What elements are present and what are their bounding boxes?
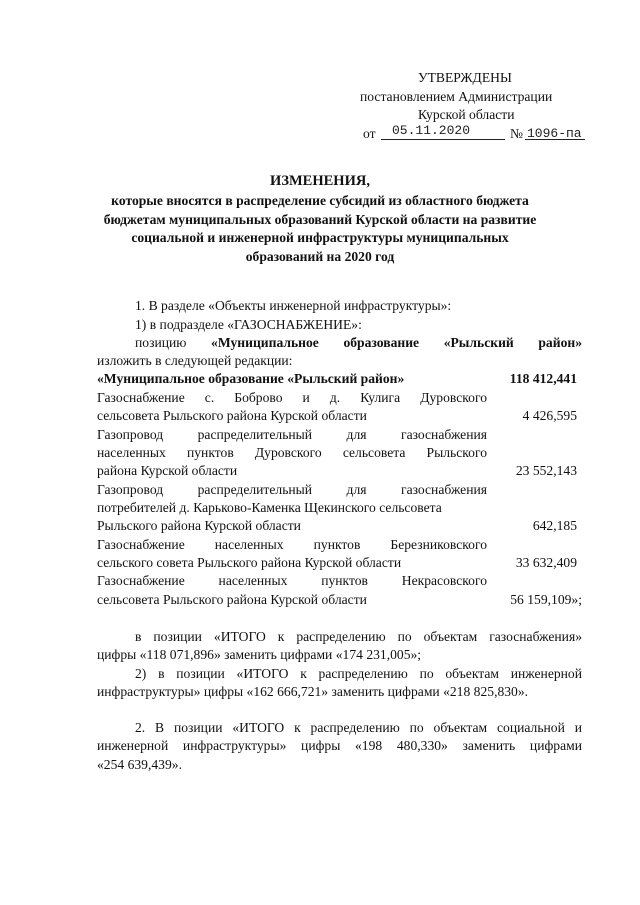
table-header-value: 118 412,441: [509, 371, 577, 386]
paragraph-4-line-2: инженерной инфраструктуры» цифры «198 480,330» заменить цифрами: [97, 738, 582, 753]
paragraph-4-line-3: «254 639,439».: [97, 757, 182, 772]
position-entity-1: «Муниципальное: [211, 335, 319, 350]
table-row-2-value: 23 552,143: [515, 463, 577, 478]
position-word: позицию: [135, 335, 187, 350]
table-row-4-line-2: сельского совета Рыльского района Курской области: [97, 555, 402, 570]
paragraph-3-line-2: инфраструктуры» цифры «162 666,721» заменить цифрами «218 825,830».: [97, 684, 529, 699]
subsection-1-intro: 1) в подразделе «ГАЗОСНАБЖЕНИЕ»:: [135, 317, 362, 332]
table-row-2-line-2: населенных пунктов Дуровского сельсовета Рыльского: [97, 445, 487, 460]
table-row-3-value: 642,185: [532, 518, 577, 533]
approval-line-2: Курской области: [418, 107, 515, 122]
table-row-1-value: 4 426,595: [522, 408, 577, 423]
approval-number-label: №: [510, 126, 523, 141]
position-entity-2: образование: [343, 335, 420, 350]
approval-date: 05.11.2020: [392, 123, 471, 138]
table-row-4-line-1: Газоснабжение населенных пунктов Березниковского: [97, 537, 487, 552]
position-entity-4: район»: [538, 335, 582, 350]
table-row-5-value: 56 159,109»;: [510, 592, 582, 607]
position-entity-3: «Рыльский: [443, 335, 514, 350]
table-row-2-line-3: района Курской области: [97, 463, 238, 478]
table-row-5-line-1: Газоснабжение населенных пунктов Некрасовского: [97, 573, 487, 588]
approval-line-1: постановлением Администрации: [360, 89, 553, 104]
paragraph-2-line-2: цифры «118 071,896» заменить цифрами «174 231,005»;: [97, 647, 422, 662]
table-row-4-value: 33 632,409: [515, 555, 577, 570]
approval-heading: УТВЕРЖДЕНЫ: [418, 70, 512, 85]
paragraph-2-line-1: в позиции «ИТОГО к распределению по объектам газоснабжения»: [135, 629, 582, 644]
doc-subtitle-line-2: бюджетам муниципальных образований Курской области на развитие: [103, 212, 537, 227]
table-row-3-line-2: потребителей д. Карьково-Каменка Щекинского сельсовета: [97, 500, 442, 515]
table-row-3-line-3: Рыльского района Курской области: [97, 518, 301, 533]
table-row-1-line-1: Газоснабжение с. Боброво и д. Кулига Дуровского: [97, 390, 487, 405]
doc-subtitle-line-1: которые вносятся в распределение субсидий из областного бюджета: [111, 193, 529, 208]
table-row-2-line-1: Газопровод распределительный для газоснабжения: [97, 427, 487, 442]
paragraph-3-line-1: 2) в позиции «ИТОГО к распределению по объектам инженерной: [135, 666, 582, 681]
approval-number: 1096-па: [527, 126, 582, 141]
position-line: [135, 334, 582, 351]
edit-instruction: изложить в следующей редакции:: [97, 353, 293, 368]
table-header-name: «Муниципальное образование «Рыльский район»: [97, 371, 405, 386]
doc-subtitle-line-3: социальной и инженерной инфраструктуры муниципальных: [131, 230, 509, 245]
doc-subtitle-line-4: образований на 2020 год: [245, 249, 395, 264]
table-row-3-line-1: Газопровод распределительный для газоснабжения: [97, 482, 487, 497]
table-row-1-line-2: сельсовета Рыльского района Курской области: [97, 408, 367, 423]
approval-from-label: от: [363, 126, 376, 141]
table-row-5-line-2: сельсовета Рыльского района Курской области: [97, 592, 367, 607]
date-underline: [381, 139, 505, 140]
doc-title: ИЗМЕНЕНИЯ,: [270, 173, 370, 189]
section-1-intro: 1. В разделе «Объекты инженерной инфраструктуры»:: [135, 298, 452, 313]
paragraph-4-line-1: 2. В позиции «ИТОГО к распределению по объектам социальной и: [135, 720, 582, 735]
